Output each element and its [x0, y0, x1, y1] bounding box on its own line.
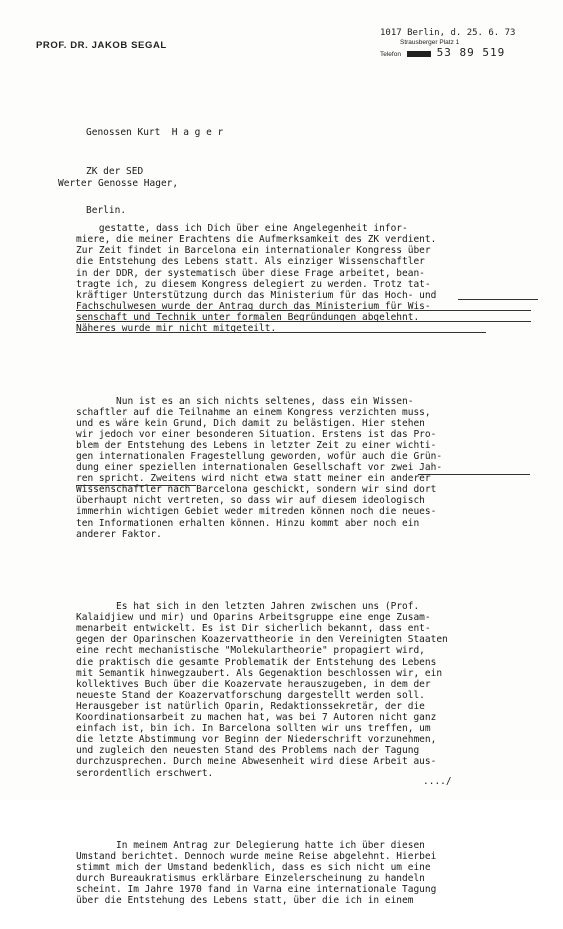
body-line: stimmt mich der Umstand bedenklich, dass es sich nicht um eine	[76, 862, 431, 874]
body-line: kollektives Buch über die Koazervate herauszugeben, in dem der	[76, 678, 431, 690]
body-line: die Entstehung des Lebens statt. Als einziger Wissenschaftler	[76, 256, 425, 268]
body-line: tragte ich, zu diesem Kongress delegiert zu werden. Trotz tat-	[76, 278, 431, 290]
pen-underline	[76, 310, 531, 311]
body-line: Zur Zeit findet in Barcelona ein internationaler Kongress über	[76, 245, 431, 257]
body-line: gegen der Oparinschen Koazervattheorie in den Vereinigten Staaten	[76, 634, 448, 646]
body-line: eine recht mechanistische "Molekulartheorie" propagiert wird,	[76, 645, 425, 657]
recipient-line: Berlin.	[86, 205, 127, 216]
pen-underline	[76, 321, 531, 322]
body-line: durch Bureaukratismus erklärbare Einzelerscheinung zu handeln	[76, 873, 425, 885]
letterhead-contact	[380, 28, 515, 60]
phone-label: Telefon	[380, 51, 401, 58]
body-line: wir jedoch vor einer besonderen Situation. Erstens ist das Pro-	[76, 428, 437, 440]
body-line: neueste Stand der Koazervatforschung dargestellt werden soll.	[76, 689, 425, 701]
body-line: ten Informationen erhalten können. Hinzu kommt aber noch ein	[76, 517, 420, 529]
body-line: dung einer speziellen internationalen Gesellschaft vor zwei Jah-	[76, 462, 443, 474]
body-line: gen internationalen Fragestellung geworden, wofür auch die Grün-	[76, 450, 443, 462]
pen-underline	[76, 332, 486, 333]
body-line: In meinem Antrag zur Delegierung hatte ich über diesen	[76, 839, 425, 851]
body-line: die letzte Abstimmung vor Beginn der Niederschrift vorzunehmen,	[76, 734, 437, 746]
body-line: schaftler auf die Teilnahme an einem Kongress verzichten muss,	[76, 406, 431, 418]
body-line: serordentlich erschwert.	[76, 767, 214, 779]
body-line: senschaft und Technik unter formalen Begründungen abgelehnt.	[76, 311, 420, 323]
recipient-line: ZK der SED	[86, 166, 144, 177]
body-line: Wissenschaftler nach Barcelona geschickt, sondern wir sind dort	[76, 484, 437, 496]
pen-underline	[76, 485, 196, 486]
place-date: 1017 Berlin, d. 25. 6. 73	[380, 28, 516, 38]
body-line: gestatte, dass ich Dich über eine Angelegenheit infor-	[76, 223, 408, 235]
pen-underline	[458, 299, 538, 300]
body-line: scheint. Im Jahre 1970 fand in Varna eine internationale Tagung	[76, 884, 437, 896]
body-line: Es hat sich in den letzten Jahren zwischen uns (Prof.	[76, 601, 420, 613]
paragraph-2	[76, 396, 556, 540]
body-line: und es wäre kein Grund, Dich damit zu belästigen. Hier stehen	[76, 417, 425, 429]
body-line: anderer Faktor.	[76, 528, 162, 540]
body-line: in der DDR, der systematisch über diese Frage arbeitet, bean-	[76, 267, 425, 279]
recipient-line: Genossen Kurt H a g e r	[86, 127, 224, 138]
body-line: miere, die meiner Erachtens die Aufmerksamkeit des ZK verdient.	[76, 234, 437, 246]
paragraph-3	[76, 601, 556, 779]
phone-number: 53 89 519	[436, 46, 506, 59]
body-line: mit Semantik hinwegzaubert. Als Gegenaktion beschlossen wir, ein	[76, 667, 443, 679]
salutation: Werter Genosse Hager,	[58, 178, 179, 189]
body-line: durchzusprechen. Durch meine Abwesenheit wird diese Arbeit aus-	[76, 756, 437, 768]
body-line: Herausgeber ist natürlich Oparin, Redaktionssekretär, der die	[76, 700, 425, 712]
body-line: die praktisch die gesamte Problematik der Entstehung des Lebens	[76, 656, 437, 668]
body-line: über die Entstehung des Lebens statt, über die ich in einem	[76, 895, 414, 907]
body-line: Kalaidjiew und mir) und Oparins Arbeitsgruppe eine enge Zusam-	[76, 612, 431, 624]
phone-line	[380, 48, 515, 60]
body-line: immerhin wichtigen Gebiet weder mitreden können noch die neues-	[76, 506, 437, 518]
pen-underline	[418, 474, 530, 475]
paragraph-4	[76, 840, 556, 907]
body-line: menarbeit entwickelt. Es ist Dir sicherlich bekannt, dass ent-	[76, 623, 431, 635]
letterhead-name: PROF. DR. JAKOB SEGAL	[36, 40, 167, 51]
body-line: blem der Entstehung des Lebens in letzter Zeit zu einer wichti-	[76, 439, 437, 451]
body-line: ren spricht. Zweitens wird nicht etwa statt meiner ein anderer	[76, 473, 431, 485]
paragraph-1	[76, 223, 556, 334]
body-line: und zugleich den neuesten Stand des Problems nach der Tagung	[76, 745, 420, 757]
street-address: Strausberger Platz 1	[400, 39, 460, 46]
body-line: Koordinationsarbeit zu machen hat, was bei 7 Autoren nicht ganz	[76, 712, 437, 724]
body-line: Nun ist es an sich nichts seltenes, dass ein Wissen-	[76, 395, 414, 407]
body-line: kräftiger Unterstützung durch das Ministerium für das Hoch- und	[76, 289, 437, 301]
body-line: Fachschulwesen wurde der Antrag durch das Ministerium für Wis-	[76, 300, 431, 312]
body-line: einfach ist, bin ich. In Barcelona sollten wir uns treffen, um	[76, 723, 431, 735]
body-line: Umstand berichtet. Dennoch wurde meine Reise abgelehnt. Hierbei	[76, 851, 437, 863]
body-line: überhaupt nicht vertreten, so dass wir auf diesem ideologisch	[76, 495, 425, 507]
continuation-mark: ..../	[423, 776, 452, 787]
body-line: Näheres wurde mir nicht mitgeteilt.	[76, 323, 277, 335]
redaction-block	[407, 51, 431, 57]
